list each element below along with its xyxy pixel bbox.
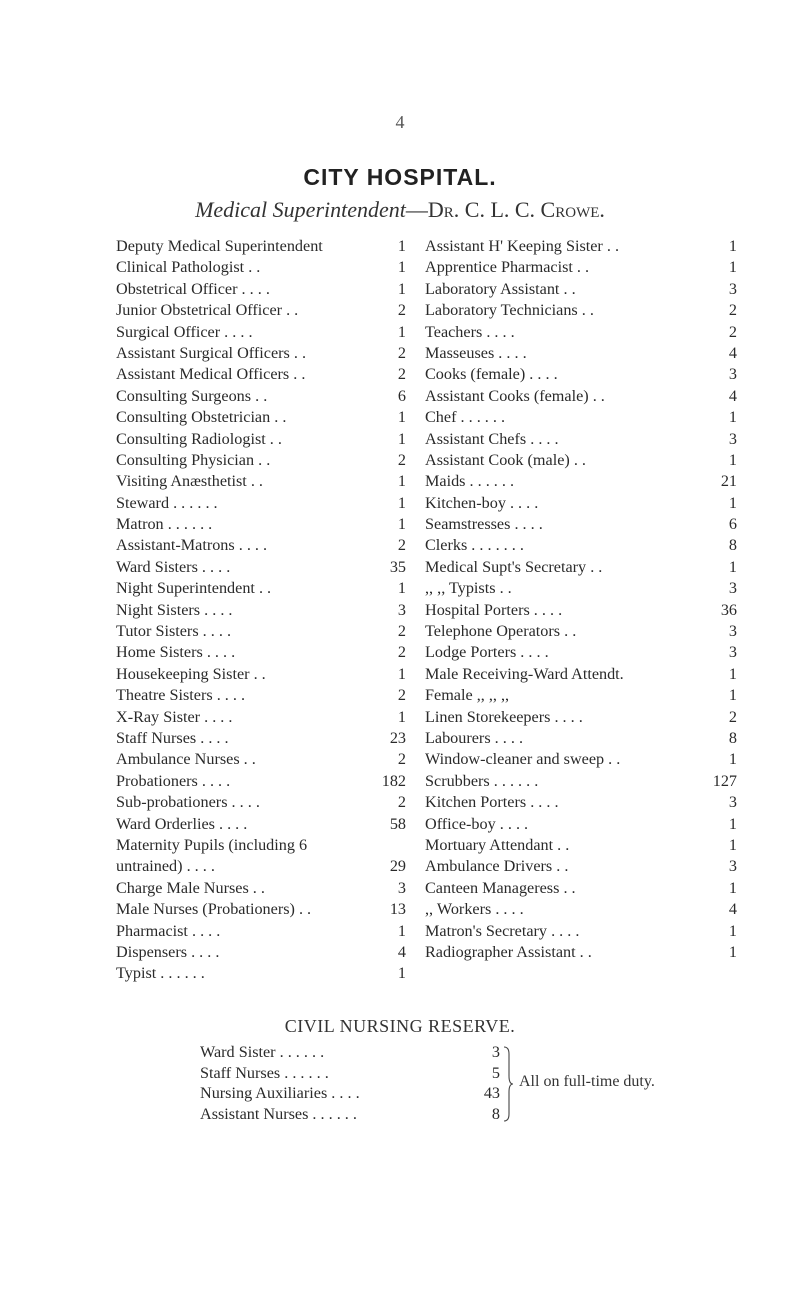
staff-role: Junior Obstetrical Officer . . <box>116 301 299 320</box>
staff-row <box>425 493 737 514</box>
staff-role: Assistant Cook (male) . . <box>425 450 586 469</box>
staff-role: Consulting Physician . . <box>116 450 271 469</box>
staff-role: Staff Nurses . . . . . . <box>200 1063 329 1082</box>
staff-count: 3 <box>491 1043 500 1061</box>
staff-role: Consulting Obstetrician . . <box>116 408 287 427</box>
staff-row <box>116 621 406 642</box>
staff-role: Medical Supt's Secretary . . <box>425 557 603 576</box>
staff-role: X-Ray Sister . . . . <box>116 707 233 726</box>
staff-row <box>425 300 737 321</box>
staff-row <box>425 835 737 856</box>
staff-row <box>116 878 406 899</box>
staff-row <box>425 386 737 407</box>
staff-count: 4 <box>397 942 406 961</box>
staff-count: 35 <box>389 557 406 576</box>
staff-row <box>116 664 406 685</box>
staff-role: Lodge Porters . . . . <box>425 643 549 662</box>
staff-count: 3 <box>728 365 737 384</box>
staff-role: Ward Orderlies . . . . <box>116 814 248 833</box>
staff-count: 1 <box>728 450 737 469</box>
staff-role: Night Superintendent . . <box>116 579 272 598</box>
staff-count: 1 <box>397 408 406 427</box>
staff-row <box>200 1104 500 1125</box>
staff-row <box>116 685 406 706</box>
staff-row <box>425 257 737 278</box>
staff-row <box>116 236 406 257</box>
staff-role: Probationers . . . . <box>116 771 231 790</box>
staff-role: Assistant Surgical Officers . . <box>116 343 307 362</box>
staff-count: 1 <box>397 493 406 512</box>
staff-role: Assistant-Matrons . . . . <box>116 536 268 555</box>
staff-row <box>425 878 737 899</box>
staff-count: 1 <box>397 322 406 341</box>
staff-row <box>116 835 406 856</box>
staff-count: 1 <box>397 964 406 983</box>
staff-role: untrained) . . . . <box>116 857 215 876</box>
staff-count: 8 <box>491 1104 500 1123</box>
staff-row <box>425 535 737 556</box>
staff-role: Mortuary Attendant . . <box>425 835 570 854</box>
staff-row <box>425 899 737 920</box>
staff-count: 43 <box>483 1084 500 1102</box>
staff-role: Kitchen Porters . . . . <box>425 793 559 812</box>
staff-role: Linen Storekeepers . . . . <box>425 707 583 726</box>
superintendent-line <box>0 197 800 223</box>
reserve-title: CIVIL NURSING RESERVE. <box>284 1016 516 1036</box>
staff-row <box>116 942 406 963</box>
staff-row <box>425 814 737 835</box>
staff-count: 1 <box>397 921 406 940</box>
staff-role: Theatre Sisters . . . . <box>116 686 246 705</box>
staff-count: 1 <box>728 258 737 277</box>
staff-row <box>116 749 406 770</box>
staff-row <box>425 471 737 492</box>
staff-count: 4 <box>728 900 737 919</box>
staff-row <box>425 771 737 792</box>
staff-row <box>116 279 406 300</box>
staff-role: Dispensers . . . . <box>116 942 220 961</box>
staff-count: 1 <box>728 408 737 427</box>
staff-row <box>116 493 406 514</box>
staff-role: Kitchen-boy . . . . <box>425 493 539 512</box>
staff-row <box>425 279 737 300</box>
superintendent-name: Dr. C. L. C. Crowe. <box>427 197 605 222</box>
staff-role: Clerks . . . . . . . <box>425 536 524 555</box>
staff-role: Maternity Pupils (including 6 <box>116 835 308 854</box>
reserve-brace <box>503 1046 513 1122</box>
staff-count: 6 <box>397 386 406 405</box>
staff-count: 1 <box>397 237 406 255</box>
staff-count: 2 <box>397 793 406 812</box>
staff-count: 1 <box>397 707 406 726</box>
staff-row <box>116 514 406 535</box>
staff-role: Laboratory Technicians . . <box>425 301 594 320</box>
staff-count: 36 <box>720 600 737 619</box>
staff-row <box>425 856 737 877</box>
staff-role: Scrubbers . . . . . . <box>425 771 539 790</box>
staff-row <box>425 792 737 813</box>
staff-count: 1 <box>728 921 737 940</box>
staff-count: 2 <box>397 450 406 469</box>
staff-row <box>116 557 406 578</box>
staff-role: Ambulance Drivers . . <box>425 857 569 876</box>
staff-count: 1 <box>728 237 737 255</box>
staff-role: Assistant H' Keeping Sister . . <box>425 237 620 255</box>
staff-count: 3 <box>397 878 406 897</box>
staff-role: Female ,, ,, ,, <box>425 686 510 705</box>
staff-count: 1 <box>728 878 737 897</box>
staff-count: 6 <box>728 515 737 534</box>
staff-role: Housekeeping Sister . . <box>116 664 266 683</box>
staff-row <box>116 856 406 877</box>
staff-row <box>116 921 406 942</box>
staff-count: 4 <box>728 343 737 362</box>
staff-count: 1 <box>397 579 406 598</box>
staff-row <box>116 257 406 278</box>
staff-row <box>116 642 406 663</box>
staff-role: Ward Sisters . . . . <box>116 557 231 576</box>
staff-count: 5 <box>491 1063 500 1082</box>
staff-role: Steward . . . . . . <box>116 493 218 512</box>
staff-row <box>425 450 737 471</box>
staff-role: Ambulance Nurses . . <box>116 750 256 769</box>
staff-role: Deputy Medical Superintendent <box>116 237 323 255</box>
staff-row <box>425 642 737 663</box>
staff-role: Apprentice Pharmacist . . <box>425 258 590 277</box>
staff-row <box>425 343 737 364</box>
staff-count: 1 <box>728 750 737 769</box>
staff-count: 2 <box>397 750 406 769</box>
staff-row <box>425 600 737 621</box>
staff-role: Canteen Manageress . . <box>425 878 576 897</box>
staff-row <box>116 728 406 749</box>
staff-count: 2 <box>397 301 406 320</box>
staff-role: Hospital Porters . . . . <box>425 600 563 619</box>
staff-role: Ward Sister . . . . . . <box>200 1043 325 1061</box>
staff-row <box>425 621 737 642</box>
staff-count: 1 <box>397 472 406 491</box>
staff-row <box>116 963 406 984</box>
staff-role: Masseuses . . . . <box>425 343 527 362</box>
staff-list-left <box>116 236 406 985</box>
staff-role: Office-boy . . . . <box>425 814 529 833</box>
staff-count: 1 <box>397 664 406 683</box>
staff-count: 1 <box>397 279 406 298</box>
staff-row <box>425 664 737 685</box>
staff-count: 8 <box>728 536 737 555</box>
staff-count: 2 <box>397 622 406 641</box>
staff-row <box>116 386 406 407</box>
staff-row <box>425 557 737 578</box>
staff-row <box>116 535 406 556</box>
staff-role: Male Receiving-Ward Attendt. <box>425 664 624 683</box>
staff-count: 1 <box>728 557 737 576</box>
staff-role: Tutor Sisters . . . . <box>116 622 231 641</box>
staff-row <box>200 1063 500 1084</box>
staff-count: 1 <box>397 515 406 534</box>
staff-row <box>116 322 406 343</box>
staff-row <box>116 707 406 728</box>
staff-role: Visiting Anæsthetist . . <box>116 472 263 491</box>
staff-count: 2 <box>728 322 737 341</box>
reserve-list <box>200 1042 500 1124</box>
staff-list-right <box>425 236 737 963</box>
staff-role: Assistant Nurses . . . . . . <box>200 1104 357 1123</box>
staff-row <box>425 942 737 963</box>
staff-count: 1 <box>728 664 737 683</box>
staff-role: Charge Male Nurses . . <box>116 878 265 897</box>
staff-count: 1 <box>728 686 737 705</box>
staff-row <box>425 236 737 257</box>
staff-row <box>425 429 737 450</box>
staff-row <box>425 364 737 385</box>
staff-count: 21 <box>720 472 737 491</box>
staff-count: 1 <box>728 835 737 854</box>
staff-row <box>116 771 406 792</box>
page-number: 4 <box>395 112 405 132</box>
staff-count <box>362 835 406 856</box>
staff-count: 3 <box>728 579 737 598</box>
staff-role: Assistant Chefs . . . . <box>425 429 559 448</box>
staff-role: Consulting Surgeons . . <box>116 386 268 405</box>
staff-count: 3 <box>728 622 737 641</box>
staff-role: Cooks (female) . . . . <box>425 365 558 384</box>
staff-count: 1 <box>397 258 406 277</box>
staff-row <box>425 578 737 599</box>
staff-count: 2 <box>397 365 406 384</box>
staff-role: Pharmacist . . . . <box>116 921 221 940</box>
staff-row <box>116 450 406 471</box>
staff-row <box>116 364 406 385</box>
staff-role: Maids . . . . . . <box>425 472 515 491</box>
staff-row <box>425 707 737 728</box>
staff-role: Window-cleaner and sweep . . <box>425 750 621 769</box>
staff-role: Seamstresses . . . . <box>425 515 543 534</box>
superintendent-separator: — <box>405 197 428 222</box>
staff-count: 2 <box>397 686 406 705</box>
staff-count: 13 <box>389 900 406 919</box>
staff-row <box>425 749 737 770</box>
staff-role: Telephone Operators . . <box>425 622 577 641</box>
staff-row <box>425 685 737 706</box>
reserve-note: All on full-time duty. <box>519 1073 655 1090</box>
staff-role: Male Nurses (Probationers) . . <box>116 900 312 919</box>
staff-count: 58 <box>389 814 406 833</box>
staff-row <box>425 322 737 343</box>
page-title: CITY HOSPITAL. <box>303 164 497 190</box>
staff-role: Chef . . . . . . <box>425 408 506 427</box>
staff-count: 3 <box>728 793 737 812</box>
staff-role: Sub-probationers . . . . <box>116 793 260 812</box>
staff-row <box>425 514 737 535</box>
staff-row <box>116 429 406 450</box>
staff-count: 3 <box>728 429 737 448</box>
staff-role: Typist . . . . . . <box>116 964 205 983</box>
staff-count: 23 <box>389 728 406 747</box>
staff-role: ,, ,, Typists . . <box>425 579 512 598</box>
staff-role: Night Sisters . . . . <box>116 600 233 619</box>
staff-role: Matron's Secretary . . . . <box>425 921 580 940</box>
staff-role: Surgical Officer . . . . <box>116 322 253 341</box>
staff-row <box>200 1083 500 1104</box>
staff-count: 4 <box>728 386 737 405</box>
staff-role: Radiographer Assistant . . <box>425 942 592 961</box>
staff-role: Assistant Medical Officers . . <box>116 365 306 384</box>
staff-role: Home Sisters . . . . <box>116 643 236 662</box>
staff-role: Clinical Pathologist . . <box>116 258 261 277</box>
staff-count: 3 <box>397 600 406 619</box>
staff-count: 2 <box>728 301 737 320</box>
staff-role: Matron . . . . . . <box>116 515 213 534</box>
staff-role: Consulting Radiologist . . <box>116 429 282 448</box>
staff-row <box>425 407 737 428</box>
staff-role: Obstetrical Officer . . . . <box>116 279 270 298</box>
staff-count: 3 <box>728 857 737 876</box>
staff-role: Nursing Auxiliaries . . . . <box>200 1084 360 1102</box>
staff-count: 3 <box>728 279 737 298</box>
staff-count: 29 <box>389 857 406 876</box>
staff-row <box>116 300 406 321</box>
staff-count: 1 <box>397 429 406 448</box>
staff-count: 1 <box>728 814 737 833</box>
staff-count: 127 <box>712 771 737 790</box>
staff-row <box>116 814 406 835</box>
staff-count: 2 <box>728 707 737 726</box>
staff-count: 2 <box>397 643 406 662</box>
staff-row <box>425 728 737 749</box>
staff-count: 2 <box>397 343 406 362</box>
staff-row <box>116 343 406 364</box>
staff-row <box>425 921 737 942</box>
staff-count: 8 <box>728 728 737 747</box>
staff-role: Staff Nurses . . . . <box>116 728 229 747</box>
staff-row <box>200 1042 500 1063</box>
staff-row <box>116 600 406 621</box>
staff-role: Laboratory Assistant . . <box>425 279 576 298</box>
staff-role: Labourers . . . . <box>425 728 523 747</box>
staff-count: 1 <box>728 493 737 512</box>
staff-role: Assistant Cooks (female) . . <box>425 386 605 405</box>
staff-row <box>116 407 406 428</box>
staff-count: 182 <box>381 771 406 790</box>
staff-count: 1 <box>728 942 737 961</box>
staff-row <box>116 578 406 599</box>
staff-row <box>116 792 406 813</box>
staff-role: ,, Workers . . . . <box>425 900 524 919</box>
staff-count: 2 <box>397 536 406 555</box>
superintendent-role: Medical Superintendent <box>195 197 406 222</box>
staff-count: 3 <box>728 643 737 662</box>
staff-row <box>116 471 406 492</box>
staff-row <box>116 899 406 920</box>
staff-role: Teachers . . . . <box>425 322 515 341</box>
